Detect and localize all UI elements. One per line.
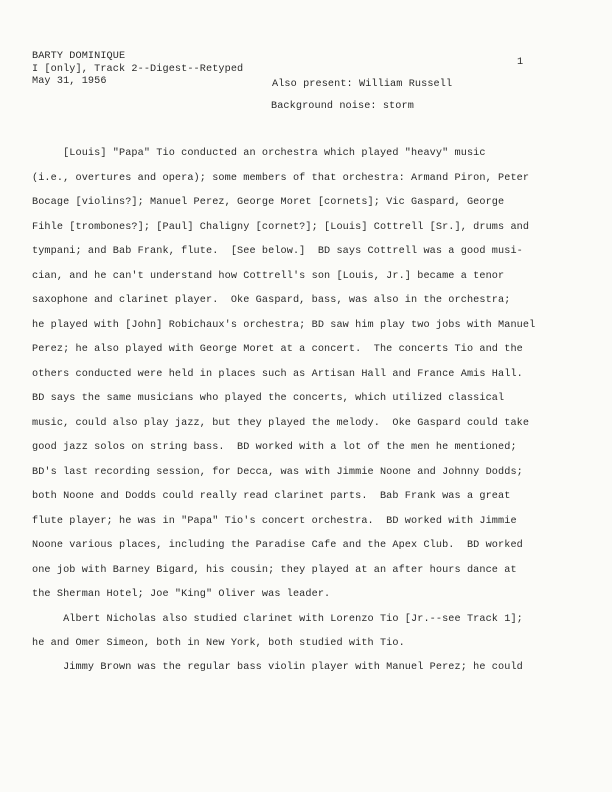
body-line: the Sherman Hotel; Joe "King" Oliver was leader. (32, 589, 331, 600)
body-line: both Noone and Dodds could really read clarinet parts. Bab Frank was a great (32, 491, 511, 502)
body-line: music, could also play jazz, but they played the melody. Oke Gaspard could take (32, 418, 530, 429)
body-line: he and Omer Simeon, both in New York, both studied with Tio. (32, 638, 405, 649)
body-line: tympani; and Bab Frank, flute. [See below.] BD says Cottrell was a good musi- (32, 246, 523, 257)
body-line: good jazz solos on string bass. BD worked with a lot of the men he mentioned; (32, 442, 517, 453)
body-line: Jimmy Brown was the regular bass violin player with Manuel Perez; he could (32, 662, 523, 673)
body-line: Bocage [violins?]; Manuel Perez, George Moret [cornets]; Vic Gaspard, George (32, 197, 505, 208)
body-line: cian, and he can't understand how Cottrell's son [Louis, Jr.] became a tenor (32, 271, 505, 282)
header-name: BARTY DOMINIQUE (32, 51, 126, 62)
body-line: (i.e., overtures and opera); some members of that orchestra: Armand Piron, Peter (32, 173, 530, 184)
body-line: Albert Nicholas also studied clarinet with Lorenzo Tio [Jr.--see Track 1]; (32, 614, 523, 625)
body-line: he played with [John] Robichaux's orchestra; BD saw him play two jobs with Manuel (32, 320, 536, 331)
body-line: BD says the same musicians who played the concerts, which utilized classical (32, 393, 505, 404)
body-line: BD's last recording session, for Decca, was with Jimmie Noone and Johnny Dodds; (32, 467, 523, 478)
body-line: one job with Barney Bigard, his cousin; they played at an after hours dance at (32, 565, 517, 576)
body-line: others conducted were held in places such as Artisan Hall and France Amis Hall. (32, 369, 523, 380)
header-block (32, 51, 243, 89)
background-noise: Background noise: storm (271, 101, 414, 112)
also-present: Also present: William Russell (272, 79, 453, 90)
header-date: May 31, 1956 (32, 76, 107, 87)
body-line: [Louis] "Papa" Tio conducted an orchestra which played "heavy" music (32, 148, 486, 159)
body-line: saxophone and clarinet player. Oke Gaspard, bass, was also in the orchestra; (32, 295, 511, 306)
body-line: flute player; he was in "Papa" Tio's concert orchestra. BD worked with Jimmie (32, 516, 517, 527)
header-track: I [only], Track 2--Digest--Retyped (32, 63, 244, 75)
page-number: 1 (517, 57, 524, 68)
body-line: Noone various places, including the Paradise Cafe and the Apex Club. BD worked (32, 540, 523, 551)
body-line: Fihle [trombones?]; [Paul] Chaligny [cornet?]; [Louis] Cottrell [Sr.], drums and (32, 222, 530, 233)
body-line: Perez; he also played with George Moret at a concert. The concerts Tio and the (32, 344, 523, 355)
